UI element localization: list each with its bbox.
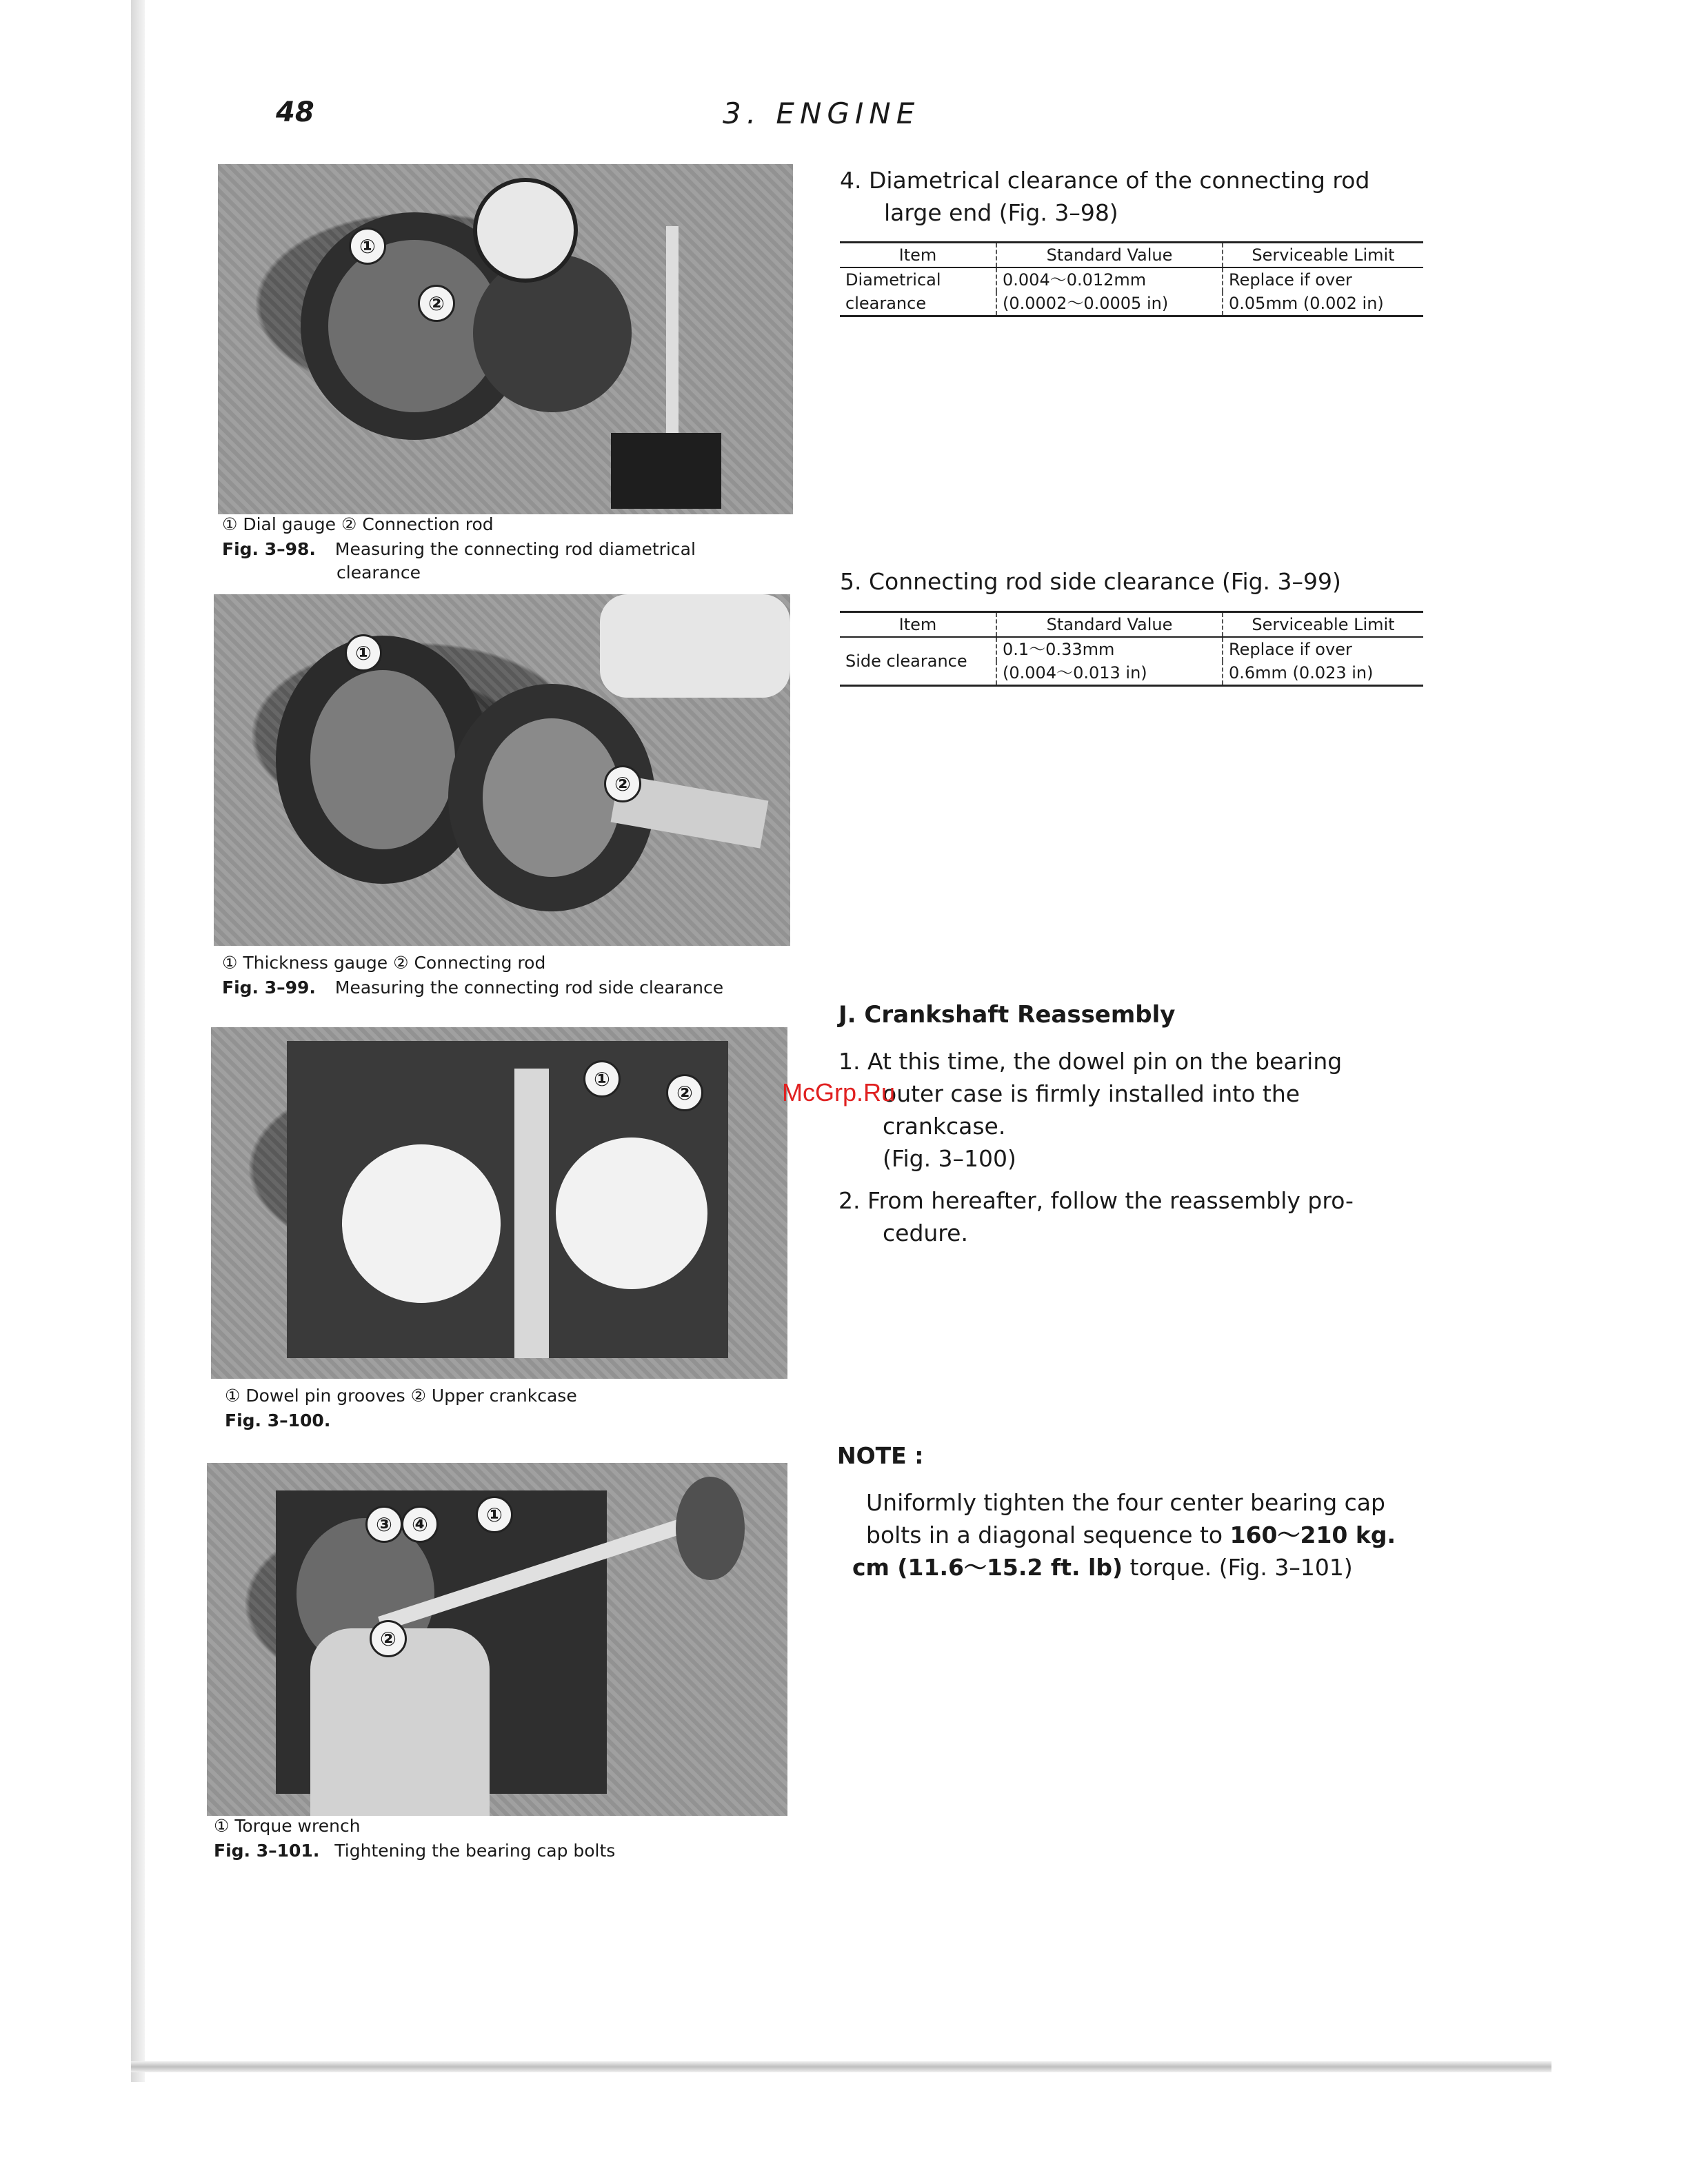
diametrical-clearance-table xyxy=(840,241,1423,317)
col-header-limit: Serviceable Limit xyxy=(1223,243,1423,268)
callout-2: ② xyxy=(666,1074,703,1111)
callout-4: ④ xyxy=(401,1506,439,1543)
callout-1: ① xyxy=(349,228,386,265)
note-line xyxy=(852,1551,1425,1584)
step-2-line: 2. From hereafter, follow the reassembly pro- xyxy=(838,1187,1354,1214)
note-text: bolts in a diagonal sequence to xyxy=(866,1521,1230,1548)
figure-label: Fig. 3–99. xyxy=(222,978,316,998)
table-cell: 0.004～0.012mm xyxy=(996,267,1223,292)
figure-caption-text: Measuring the connecting rod side clearance xyxy=(334,978,724,998)
step-1-line: 1. At this time, the dowel pin on the bearing xyxy=(838,1048,1343,1075)
page-number: 48 xyxy=(276,97,314,128)
table-cell: 0.1～0.33mm xyxy=(996,637,1223,661)
side-clearance-table xyxy=(840,611,1423,687)
step-1-line: outer case is firmly installed into the crankcase. xyxy=(883,1080,1300,1140)
table-cell: Side clearance xyxy=(840,637,996,686)
figure-label: Fig. 3–101. xyxy=(214,1841,320,1861)
page-bottom-edge xyxy=(131,2061,1551,2072)
heading-line: large end (Fig. 3–98) xyxy=(884,199,1118,226)
figure-3-100-caption xyxy=(225,1409,330,1433)
chapter-title: 3. ENGINE xyxy=(723,97,921,130)
col-header-standard: Standard Value xyxy=(996,243,1223,268)
col-header-item: Item xyxy=(840,243,996,268)
callout-1: ① xyxy=(583,1060,621,1098)
figure-3-98-photo xyxy=(218,164,793,514)
note-line: Uniformly tighten the four center bearing cap xyxy=(866,1489,1385,1516)
note-label: NOTE : xyxy=(837,1442,924,1469)
step-2-line: cedure. xyxy=(883,1220,968,1246)
table-cell: clearance xyxy=(840,292,996,316)
col-header-item: Item xyxy=(840,612,996,638)
callout-3: ③ xyxy=(365,1506,403,1543)
figure-label: Fig. 3–98. xyxy=(222,539,316,559)
note-value: 160～210 kg. xyxy=(1229,1521,1396,1548)
figure-3-98-caption xyxy=(222,538,696,561)
watermark: McGrp.Ru xyxy=(782,1078,896,1106)
callout-1: ① xyxy=(476,1496,513,1533)
callout-1: ① xyxy=(345,634,382,671)
col-header-limit: Serviceable Limit xyxy=(1223,612,1423,638)
section-5-heading: 5. Connecting rod side clearance (Fig. 3–99) xyxy=(840,568,1341,595)
section-j-steps xyxy=(838,1045,1425,1249)
figure-3-101-caption xyxy=(214,1839,615,1863)
figure-3-99-legend: ① Thickness gauge ② Connecting rod xyxy=(222,953,546,973)
figure-3-100-photo xyxy=(211,1027,787,1379)
section-j-title: J. Crankshaft Reassembly xyxy=(838,1001,1176,1029)
note-body xyxy=(852,1486,1425,1584)
figure-label: Fig. 3–100. xyxy=(225,1410,331,1430)
table-cell: Replace if over xyxy=(1223,637,1423,661)
table-cell: (0.0002～0.0005 in) xyxy=(996,292,1223,316)
callout-2: ② xyxy=(418,285,455,322)
figure-3-98-legend: ① Dial gauge ② Connection rod xyxy=(222,514,494,534)
section-4-heading xyxy=(840,164,1426,229)
table-cell: Diametrical xyxy=(845,270,941,290)
note-line xyxy=(866,1519,1425,1551)
figure-3-98-caption-cont: clearance xyxy=(336,563,421,583)
table-cell: 0.6mm (0.023 in) xyxy=(1223,661,1423,686)
table-cell: (0.004～0.013 in) xyxy=(996,661,1223,686)
figure-caption-text: Measuring the connecting rod diametrical xyxy=(334,539,696,559)
step-1-line: (Fig. 3–100) xyxy=(883,1145,1016,1172)
figure-3-100-legend: ① Dowel pin grooves ② Upper crankcase xyxy=(225,1386,577,1406)
figure-3-99-photo xyxy=(214,594,790,946)
figure-3-99-caption xyxy=(222,976,723,1000)
col-header-standard: Standard Value xyxy=(996,612,1223,638)
callout-2: ② xyxy=(370,1620,407,1657)
callout-2: ② xyxy=(604,765,641,802)
figure-caption-text: Tightening the bearing cap bolts xyxy=(334,1841,616,1861)
figure-3-101-legend: ① Torque wrench xyxy=(214,1816,361,1836)
note-text: torque. (Fig. 3–101) xyxy=(1123,1554,1353,1581)
figure-3-101-photo xyxy=(207,1463,787,1816)
page-binding-edge xyxy=(131,0,145,2082)
table-cell: Replace if over xyxy=(1223,267,1423,292)
table-cell: 0.05mm (0.002 in) xyxy=(1223,292,1423,316)
heading-line: 4. Diametrical clearance of the connecting rod xyxy=(840,167,1370,194)
note-value: cm (11.6～15.2 ft. lb) xyxy=(852,1554,1123,1581)
